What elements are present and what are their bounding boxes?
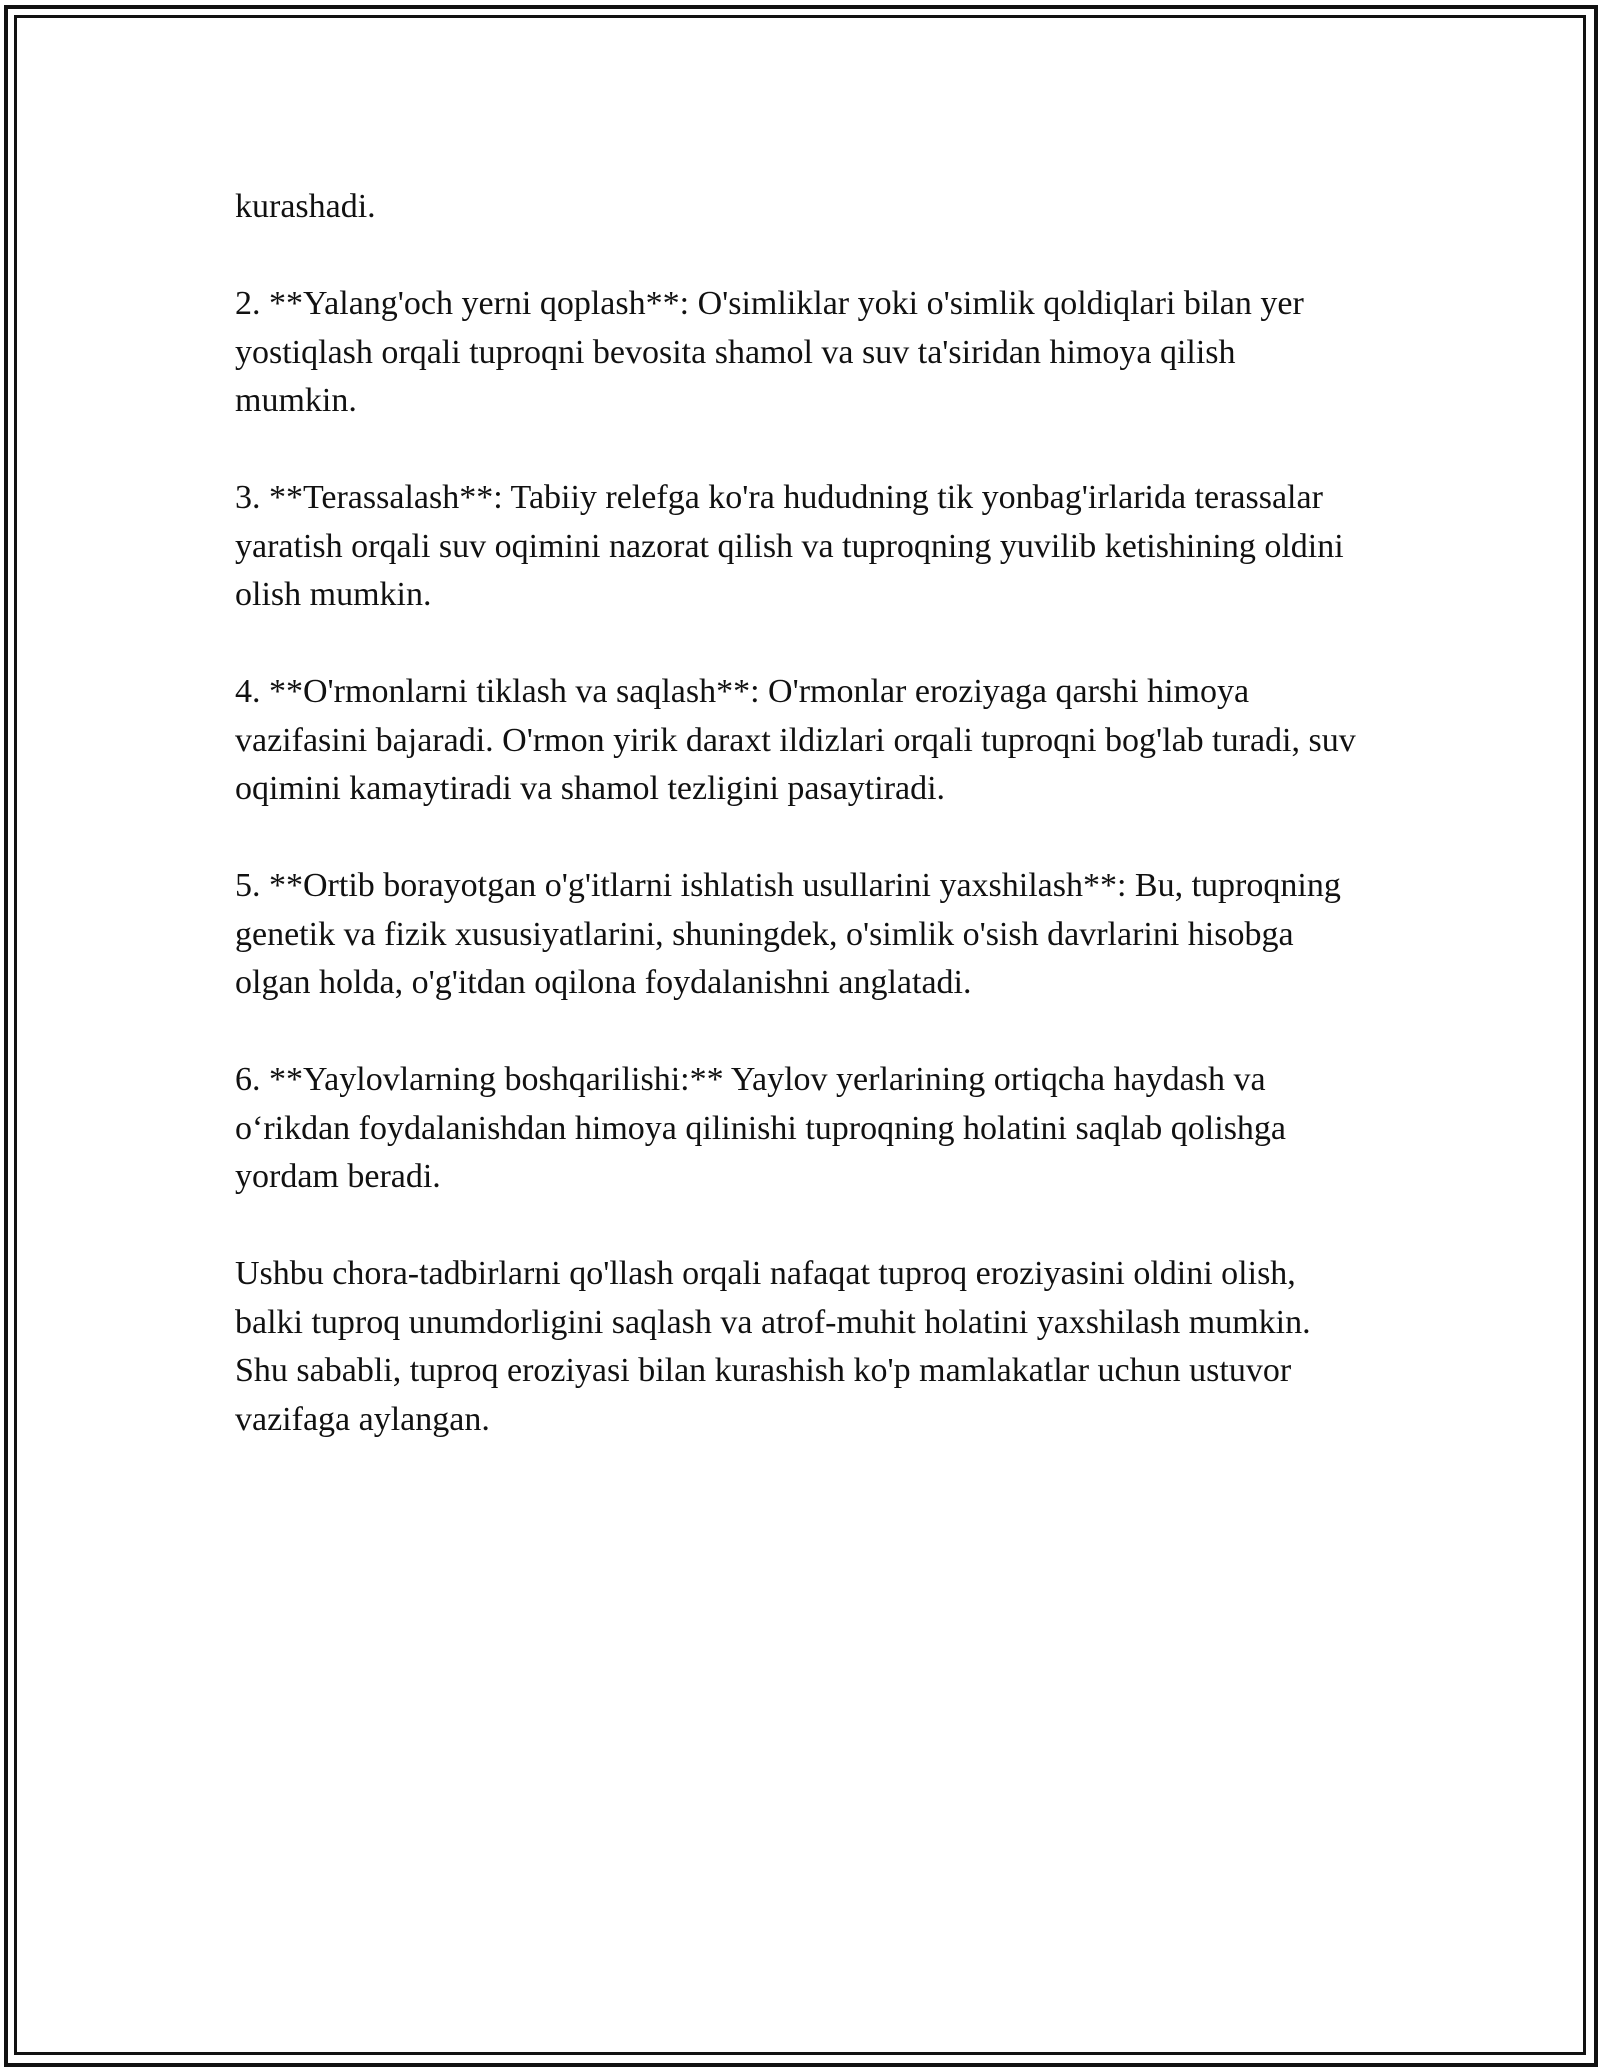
paragraph-item-6: 6. **Yaylovlarning boshqarilishi:** Yaylov yerlarining ortiqcha haydash va o‘rikdan foydalanishdan himoya qilinishi tuproqning holatini saqlab qolishga yordam beradi. [235,1061,1287,1195]
paragraph-conclusion: Ushbu chora-tadbirlarni qo'llash orqali nafaqat tuproq eroziyasini oldini olish, balki tuproq unumdorligini saqlash va atrof-muhit holatini yaxshilash mumkin. Shu sababli, tuproq eroziyasi bilan kurashish ko'p mamlakatlar uchun ustuvor vazifaga aylangan. [235,1255,1311,1438]
paragraph-item-5: 5. **Ortib borayotgan o'g'itlarni ishlatish usullarini yaxshilash**: Bu, tuproqning genetik va fizik xususiyatlarini, shuningdek, o'simlik o'sish davrlarini hisobga olgan holda, o'g'itdan oqilona foydalanishni anglatadi. [235,867,1341,1001]
paragraph-continuation: kurashadi. [235,188,376,225]
paragraph-item-3: 3. **Terassalash**: Tabiiy relefga ko'ra hududning tik yonbag'irlarida terassalar yaratish orqali suv oqimini nazorat qilish va tuproqning yuvilib ketishining oldini olish mumkin. [235,479,1344,613]
paragraph-item-4: 4. **O'rmonlarni tiklash va saqlash**: O'rmonlar eroziyaga qarshi himoya vazifasini bajaradi. O'rmon yirik daraxt ildizlari orqali tuproqni bog'lab turadi, suv oqimini kamaytiradi va shamol tezligini pasaytiradi. [235,673,1356,807]
document-body [235,183,1365,1444]
paragraph-item-2: 2. **Yalang'och yerni qoplash**: O'simliklar yoki o'simlik qoldiqlari bilan yer yostiqlash orqali tuproqni bevosita shamol va suv ta'siridan himoya qilish mumkin. [235,285,1304,419]
